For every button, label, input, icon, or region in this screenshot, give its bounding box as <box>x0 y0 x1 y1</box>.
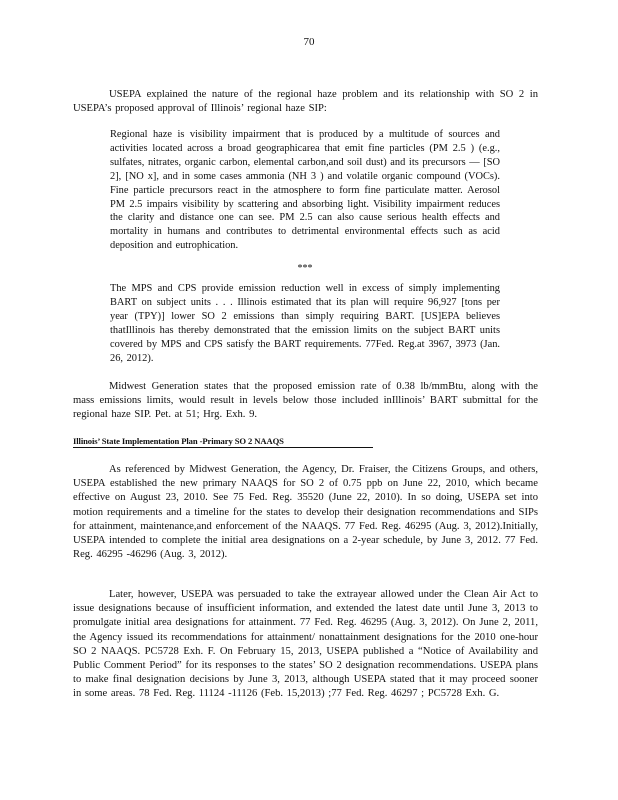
naaqs-paragraph: As referenced by Midwest Generation, the Agency, Dr. Fraiser, the Citizens Groups, and others, USEPA established the new primary NAAQS for SO 2 of 0.75 ppb on June 22, 2010, which became effective on August 23, 2010. See 75 Fed. Reg. 35520 (June 22, 2010). In so doing, USEPA set into motion requirements and a timeline for the states to develop their designation recommendations and SIPs for attainment, maintenance,and enforcement of the NAAQS. 77 Fed. Reg. 46295 (Aug. 3, 2012).Initially, USEPA intended to complete the initial area designations on a 2-year schedule, by June 3, 2012. 77 Fed. Reg. 46295 -46296 (Aug. 3, 2012). <box>73 464 538 561</box>
midwest-generation-paragraph: Midwest Generation states that the proposed emission rate of 0.38 lb/mmBtu, along with the mass emissions limits, would result in levels below those included inIllinois’ BART submittal for the regional haze SIP. Pet. at 51; Hrg. Exh. 9. <box>73 381 538 421</box>
page-number: 70 <box>303 36 315 48</box>
intro-paragraph: USEPA explained the nature of the regional haze problem and its relationship with SO 2 in USEPA’s proposed approval of Illinois’ regional haze SIP: <box>73 89 538 115</box>
quote-separator: *** <box>297 263 313 274</box>
section-heading: Illinois’ State Implementation Plan -Primary SO 2 NAAQS <box>73 436 373 448</box>
block-quote-regional-haze: Regional haze is visibility impairment that is produced by a multitude of sources and activities located across a broad geographicarea that emit fine particles (PM 2.5 ) (e.g., sulfates, nitrates, organic carbon, elemental carbon,and soil dust) and its precursors — [SO 2], [NO x], and in some cases ammonia (NH 3 ) and volatile organic compound (VOCs). Fine particle precursors react in the atmosphere to form fine particulate matter. Aerosol PM 2.5 impairs visibility by scattering and absorbing light. Visibility impairment reduces the clarity and distance one can see. PM 2.5 can also cause serious health effects and mortality in humans and contributes to detrimental environmental effects such as acid deposition and eutrophication. <box>110 129 500 252</box>
designation-paragraph: Later, however, USEPA was persuaded to take the extrayear allowed under the Clean Air Act to issue designations because of insufficient information, and extended the latest date until June 3, 2013 to promulgate initial area designations for attainment. 77 Fed. Reg. 46295 (Aug. 3, 2012). On June 2, 2011, the Agency issued its recommendations for attainment/ nonattainment designations for the 2010 one-hour SO 2 NAAQS. PC5728 Exh. F. On February 15, 2013, USEPA published a “Notice of Availability and Public Comment Period” for its responses to the states’ SO 2 designation recommendations. USEPA plans to make final designation decisions by June 3, 2013, although USEPA stated that it may proceed sooner in some areas. 78 Fed. Reg. 11124 -11126 (Feb. 15,2013) ;77 Fed. Reg. 46297 ; PC5728 Exh. G. <box>73 589 538 700</box>
block-quote-mps-cps: The MPS and CPS provide emission reduction well in excess of simply implementing BART on subject units . . . Illinois estimated that its plan will require 96,927 [tons per year (TPY)] lower SO 2 emissions than simply requiring BART. [US]EPA believes thatIllinois has thereby demonstrated that the emission limits on the subject BART units covered by MPS and CPS satisfy the BART requirements. 77Fed. Reg.at 3967, 3973 (Jan. 26, 2012). <box>110 283 500 364</box>
